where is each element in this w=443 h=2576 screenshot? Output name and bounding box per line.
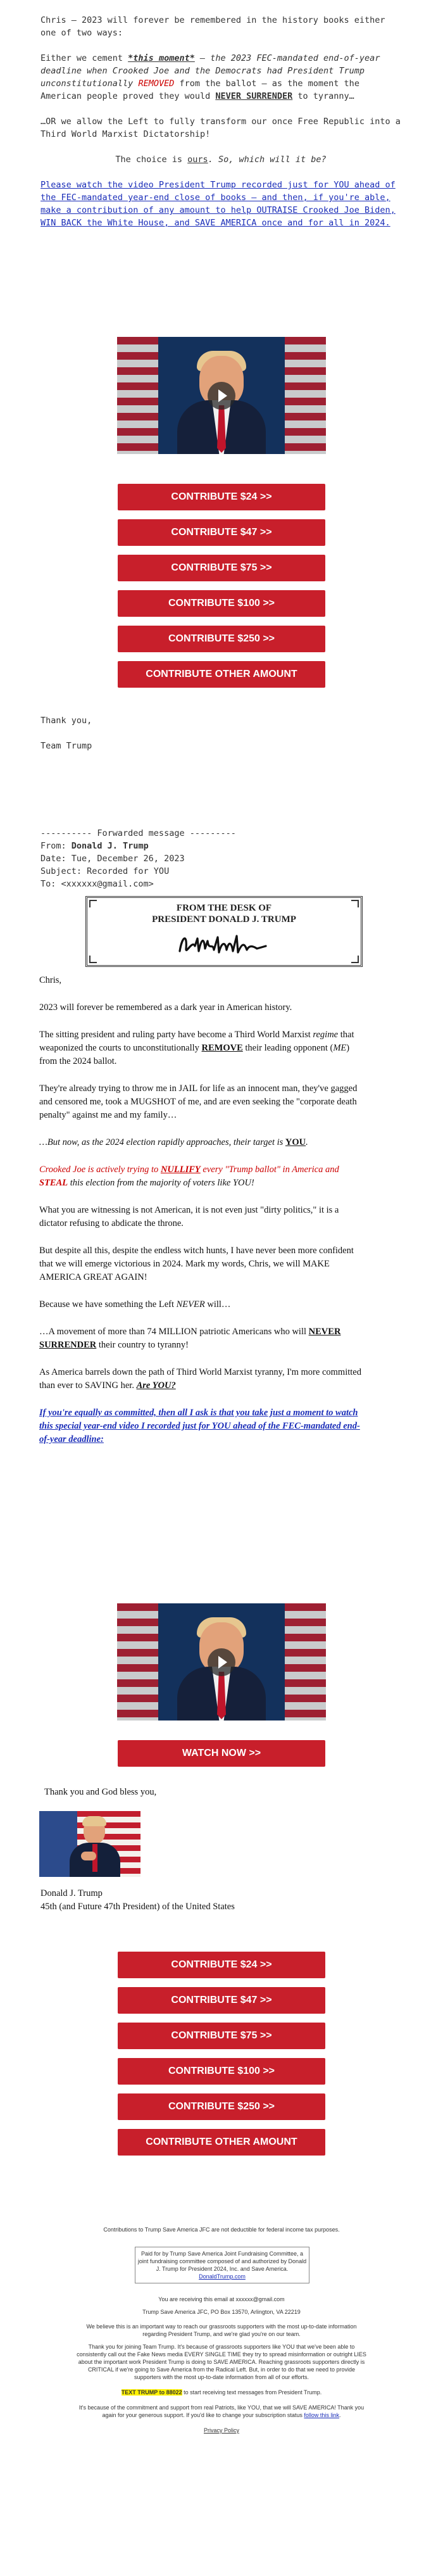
paragraph-1: 2023 will forever be remembered as a dark year in American history. bbox=[39, 1002, 292, 1013]
team-closing bbox=[41, 714, 401, 752]
corner-ornament bbox=[351, 956, 359, 963]
contribute-47-button[interactable]: CONTRIBUTE $47 >> bbox=[118, 519, 325, 546]
text: …But now, as the 2024 election rapidly approaches, their target is bbox=[39, 1137, 285, 1147]
president-title: 45th (and Future 47th President) of the United States bbox=[41, 1902, 235, 1912]
text-trump-highlight: TEXT TRUMP to 88022 bbox=[121, 2389, 182, 2396]
paragraph-3: They're already trying to throw me in JAIL for life as an innocent man, they've gagged and censored me, took a MUGSHOT of me, and are even seeking the "corporate death penalty" against me and my family… bbox=[39, 1083, 358, 1120]
text: – the 2023 FEC-mandated end-of-year deadline when Crooked Joe and the Democrats had President Trump unconstitutionally bbox=[41, 53, 380, 89]
text: will… bbox=[204, 1299, 231, 1310]
text: to tyranny… bbox=[292, 91, 354, 101]
president-photo bbox=[39, 1811, 140, 1877]
never-surrender-text: NEVER SURRENDER bbox=[39, 1327, 341, 1350]
text: Because we have something the Left bbox=[39, 1299, 177, 1310]
text: that weaponized the courts to unconstitutionally bbox=[39, 1030, 354, 1053]
letterhead bbox=[85, 896, 363, 967]
president-name: Donald J. Trump bbox=[41, 1888, 103, 1898]
flag-image bbox=[117, 1603, 158, 1720]
footer-paragraph-2: Thank you for joining Team Trump. It's because of grassroots supporters like YOU that we've been able to consistently call out the Fake News media EVERY SINGLE TIME they try to spread misinformation or outright LIES about the important work President Trump is doing to SAVE AMERICA. Reaching grassroots supporters directly is CRITICAL if we're going to Save America from the Radical Left. But, in order to do that we need to provide supporters with the most up-to-date information from all of our efforts. bbox=[77, 2344, 366, 2380]
watch-video-link[interactable]: If you're equally as committed, then all I ask is that you take just a moment to watch this special year-end video I recorded just for YOU ahead of the FEC-mandated end-of-year deadline: bbox=[39, 1408, 360, 1444]
contribute-250-button-2[interactable]: CONTRIBUTE $250 >> bbox=[118, 2093, 325, 2120]
text: . So, which will it be? bbox=[208, 155, 327, 165]
never-text: NEVER bbox=[176, 1299, 205, 1310]
forwarded-header bbox=[41, 827, 401, 890]
paragraph-6: What you are witnessing is not American, it is not even just "dirty politics," it is a dictator refusing to abdicate the throne. bbox=[39, 1205, 339, 1228]
letter-body bbox=[39, 974, 368, 1446]
privacy-policy-link[interactable]: Privacy Policy bbox=[203, 2427, 239, 2434]
emphasis-text: *this moment* bbox=[128, 53, 195, 63]
president-closing bbox=[41, 1786, 401, 1799]
intro-line-3: …OR we allow the Left to fully transform our once Free Republic into a Third World Marxist Dictatorship! bbox=[41, 117, 401, 139]
text: Crooked Joe is actively trying to bbox=[39, 1165, 161, 1175]
flag-image bbox=[285, 337, 326, 454]
text: this election from the majority of voters like YOU! bbox=[68, 1178, 254, 1188]
text: to start receiving text messages from President Trump. bbox=[182, 2389, 322, 2396]
thank-you-text: Thank you and God bless you, bbox=[44, 1787, 157, 1797]
paragraph-7: But despite all this, despite the endless witch hunts, I have never been more confident that we will emerge victorious in 2024. Mark my words, Chris, we will MAKE AMERICA GREAT AGAIN! bbox=[39, 1246, 354, 1282]
video-thumbnail[interactable] bbox=[117, 337, 326, 454]
text: their leading opponent ( bbox=[242, 1043, 334, 1053]
contribute-other-button-2[interactable]: CONTRIBUTE OTHER AMOUNT bbox=[118, 2129, 325, 2156]
corner-ornament bbox=[89, 956, 97, 963]
receiving-text: You are receiving this email at xxxxxx@gmail.com bbox=[158, 2296, 285, 2302]
flag-image bbox=[117, 337, 158, 454]
text: . bbox=[339, 2412, 341, 2418]
intro-line-4 bbox=[41, 153, 401, 166]
intro-section bbox=[41, 14, 401, 229]
paragraph-9 bbox=[39, 1325, 368, 1352]
text: ) from the 2024 ballot. bbox=[39, 1043, 350, 1066]
ours-text: ours bbox=[187, 155, 208, 165]
from-name: Donald J. Trump bbox=[71, 841, 149, 851]
paid-for-box bbox=[135, 2247, 309, 2283]
video-link[interactable]: Please watch the video President Trump recorded just for YOU ahead of the FEC-mandated year-end close of books – and then, if you're able, make a contribution of any amount to help OUTRAISE Crooked Joe Biden, WIN BACK the White House, and SAVE AMERICA once and for all in 2024. bbox=[41, 180, 396, 228]
text: their country to tyranny! bbox=[96, 1340, 189, 1350]
are-you-text: Are YOU? bbox=[136, 1380, 176, 1391]
letterhead-line-2: PRESIDENT DONALD J. TRUMP bbox=[152, 914, 296, 925]
contribute-100-button[interactable]: CONTRIBUTE $100 >> bbox=[118, 590, 325, 617]
steal-text: STEAL bbox=[39, 1178, 68, 1188]
you-text: YOU bbox=[285, 1137, 306, 1147]
video-thumbnail-2[interactable] bbox=[117, 1603, 326, 1720]
donaldtrump-link[interactable]: DonaldTrump.com bbox=[199, 2273, 246, 2280]
contribute-75-button-2[interactable]: CONTRIBUTE $75 >> bbox=[118, 2023, 325, 2049]
paragraph-8 bbox=[39, 1298, 368, 1311]
intro-line-1: Chris – 2023 will forever be remembered in the history books either one of two ways: bbox=[41, 15, 385, 38]
footer-paragraph-1: We believe this is an important way to reach our grassroots supporters with the most up-to-date information regarding President Trump, and we're glad you're on our team. bbox=[86, 2323, 357, 2337]
text: The choice is bbox=[115, 155, 188, 165]
paragraph-10 bbox=[39, 1366, 368, 1392]
text: every "Trump ballot" in America and bbox=[200, 1165, 339, 1175]
to-line: To: <xxxxxx@gmail.com> bbox=[41, 879, 154, 889]
paragraph-4 bbox=[39, 1136, 368, 1149]
text: from the ballot – as the moment the American people proved they would bbox=[41, 79, 359, 101]
unsubscribe-link[interactable]: follow this link bbox=[304, 2412, 339, 2418]
contribute-100-button-2[interactable]: CONTRIBUTE $100 >> bbox=[118, 2058, 325, 2085]
signature-image bbox=[176, 927, 271, 960]
footer-disclaimer: Contributions to Trump Save America JFC are not deductible for federal income tax purposes. bbox=[103, 2226, 340, 2233]
never-surrender-text: NEVER SURRENDER bbox=[215, 91, 293, 101]
text: ME bbox=[333, 1043, 347, 1053]
intro-line-2 bbox=[41, 52, 401, 103]
text: Either we cement bbox=[41, 53, 128, 63]
from-line bbox=[41, 840, 401, 852]
text: As America barrels down the path of Third World Marxist tyranny, I'm more committed than ever to SAVING her. bbox=[39, 1367, 361, 1391]
contribute-250-button[interactable]: CONTRIBUTE $250 >> bbox=[118, 626, 325, 652]
greeting: Chris, bbox=[39, 975, 62, 985]
contribute-24-button[interactable]: CONTRIBUTE $24 >> bbox=[118, 484, 325, 510]
photo-hand bbox=[81, 1852, 96, 1860]
forward-divider: ---------- Forwarded message --------- bbox=[41, 828, 236, 838]
watch-now-button[interactable]: WATCH NOW >> bbox=[118, 1740, 325, 1767]
remove-text: REMOVE bbox=[201, 1043, 243, 1053]
letterhead-line-1: FROM THE DESK OF bbox=[176, 903, 272, 913]
play-icon[interactable] bbox=[208, 382, 235, 410]
text: It's because of the commitment and support from real Patriots, like YOU, that we will SAVE AMERICA! Thank you again for your generous support. If you'd like to change your subscription status bbox=[78, 2404, 365, 2418]
text-trump-line bbox=[89, 2389, 354, 2396]
signature-block bbox=[41, 1887, 401, 1914]
contribute-24-button-2[interactable]: CONTRIBUTE $24 >> bbox=[118, 1952, 325, 1978]
paragraph-5 bbox=[39, 1163, 368, 1190]
text: . bbox=[306, 1137, 308, 1147]
signature-text: Team Trump bbox=[41, 741, 92, 751]
flag-image bbox=[285, 1603, 326, 1720]
removed-text: REMOVED bbox=[138, 79, 175, 89]
text: The sitting president and ruling party have become a Third World Marxist bbox=[39, 1030, 313, 1040]
contribute-47-button-2[interactable]: CONTRIBUTE $47 >> bbox=[118, 1987, 325, 2014]
nullify-text: NULLIFY bbox=[160, 1165, 201, 1175]
contribute-other-button[interactable]: CONTRIBUTE OTHER AMOUNT bbox=[118, 661, 325, 688]
play-icon[interactable] bbox=[208, 1648, 235, 1676]
from-label: From: bbox=[41, 841, 72, 851]
text: regime bbox=[313, 1030, 339, 1040]
text: …A movement of more than 74 MILLION patriotic Americans who will bbox=[39, 1327, 309, 1337]
photo-hair bbox=[82, 1816, 106, 1826]
address-text: Trump Save America JFC, PO Box 13570, Arlington, VA 22219 bbox=[142, 2309, 301, 2315]
date-line: Date: Tue, December 26, 2023 bbox=[41, 854, 185, 864]
subject-line: Subject: Recorded for YOU bbox=[41, 866, 170, 876]
paragraph-2 bbox=[39, 1028, 368, 1068]
contribute-75-button[interactable]: CONTRIBUTE $75 >> bbox=[118, 555, 325, 581]
thank-you-text: Thank you, bbox=[41, 716, 92, 726]
paid-for-text: Paid for by Trump Save America Joint Fundraising Committee, a joint fundraising committee composed of and authorized by Donald J. Trump for President 2024, Inc. and Save America. bbox=[137, 2251, 307, 2272]
footer-paragraph-3 bbox=[76, 2404, 367, 2419]
